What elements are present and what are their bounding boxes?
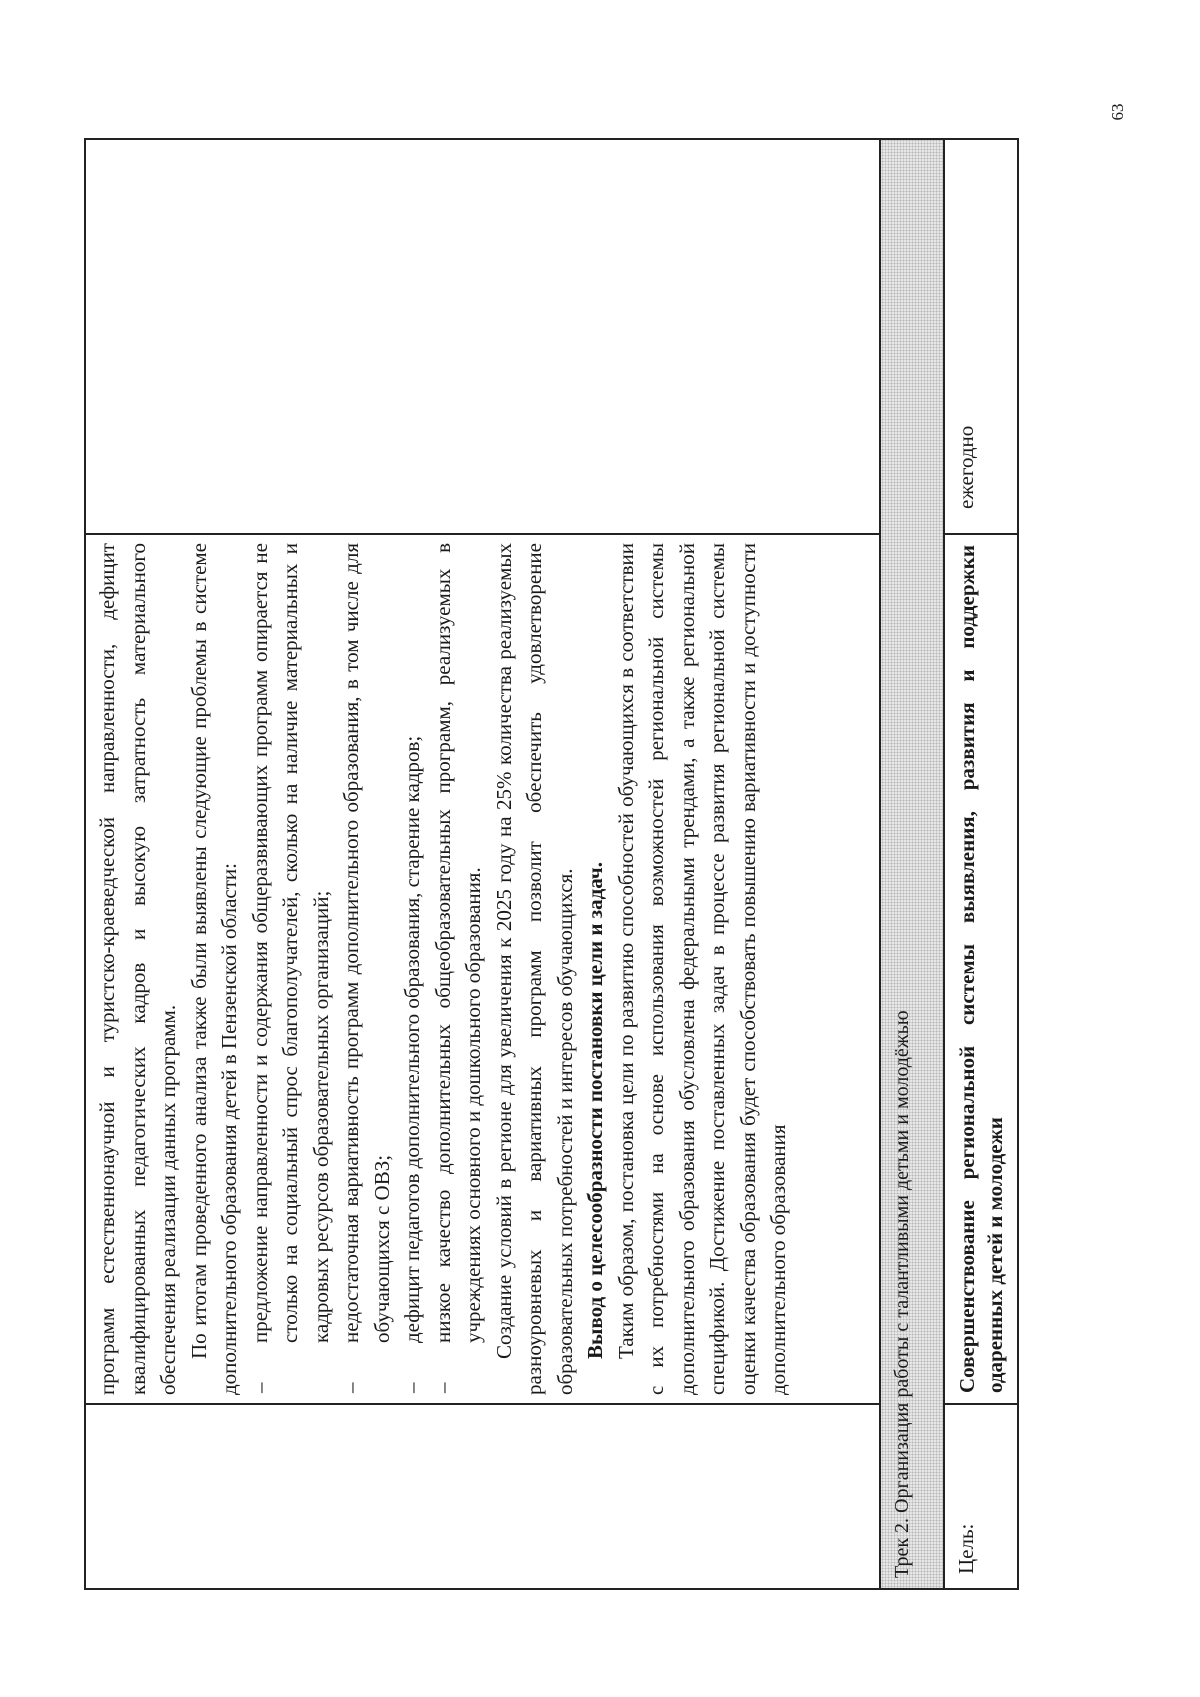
track-title: Трек 2. Организация работы с талантливыми детьми и молодёжью xyxy=(891,1010,913,1578)
track-cell xyxy=(880,139,944,1589)
dash-marker: – xyxy=(247,1382,272,1393)
problem-item-2: – недостаточная вариативность программ дополнительного образования, в том числе для обучающихся с ОВЗ; xyxy=(336,543,397,1395)
goal-row xyxy=(944,139,1018,1589)
goal-text-cell xyxy=(944,534,1018,1404)
goal-label-cell xyxy=(944,1404,1018,1589)
rotated-page xyxy=(84,140,1019,1590)
plan-table xyxy=(84,138,1019,1590)
goal-text: Совершенствование региональной системы выявления, развития и поддержки одаренных детей и молодежи xyxy=(955,545,1007,1393)
goal-frequency-cell xyxy=(944,139,1018,534)
conditions-paragraph: Создание условий в регионе для увеличения к 2025 году на 25% количества реализуемых разноуровневых и вариативных программ позволит обеспечить удовлетворение образовательных потребностей и интересов обучающихся. xyxy=(491,543,577,1395)
content-row xyxy=(85,139,880,1589)
content-text-cell xyxy=(85,534,880,1404)
page-number: 63 xyxy=(1108,103,1127,121)
goal-label: Цель: xyxy=(954,1523,978,1574)
problem-item-3: – дефицит педагогов дополнительного образования, старение кадров; xyxy=(397,543,428,1395)
content-left-cell xyxy=(85,1404,880,1589)
problem-item-4: – низкое качество дополнительных общеобразовательных программ, реализуемых в учреждениях основного и дошкольного образования. xyxy=(428,543,489,1395)
dash-marker: – xyxy=(430,1382,455,1393)
conclusion-heading: Вывод о целесообразности постановки цели и задач. xyxy=(583,862,607,1359)
results-paragraph: По итогам проведенного анализа также были выявлены следующие проблемы в системе дополнительного образования детей в Пензенской области: xyxy=(186,543,241,1395)
conclusion-paragraph: Таким образом, постановка цели по развитию способностей обучающихся в соответствии с их потребностями на основе использования возможностей региональной системы дополнительного образования обусловлена федеральными трендами, а также региональной спецификой. Достижение поставленных задач в процессе развития региональной системы оценки качества образования будет способствовать повышению вариативности и доступности дополнительного образования xyxy=(613,543,790,1395)
goal-frequency: ежегодно xyxy=(954,425,978,509)
track-row xyxy=(880,139,944,1589)
dash-marker: – xyxy=(400,1382,424,1393)
problem-item-1: – предложение направленности и содержания общеразвивающих программ опирается не столько на социальный спрос благополучателей, сколько на наличие материальных и кадровых ресурсов образовательных организаций; xyxy=(245,543,337,1395)
continuation-paragraph: программ естественнонаучной и туристско-краеведческой направленности, дефицит квалифицированных педагогических кадров и высокую затратность материального обеспечения реализации данных программ. xyxy=(95,543,180,1395)
content-right-cell xyxy=(85,139,880,534)
dash-marker: – xyxy=(339,1382,363,1393)
